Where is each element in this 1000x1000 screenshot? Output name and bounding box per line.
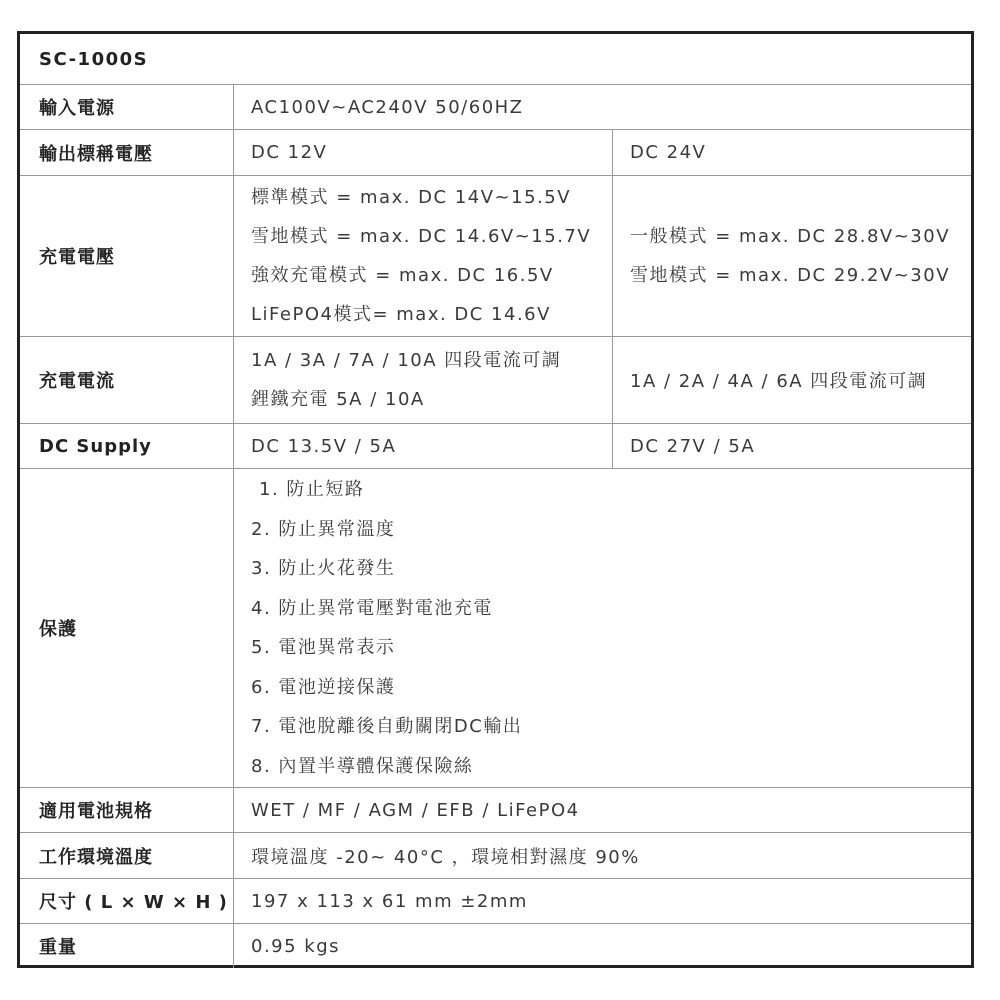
environment-value: 環境溫度 -20~ 40°C ，環境相對濕度 90% <box>234 833 971 879</box>
spec-table <box>17 31 974 968</box>
charge-current-12v <box>234 337 613 424</box>
protection-item: 1. 防止短路 <box>259 479 365 500</box>
charge-voltage-12v-line: 強效充電模式 = max. DC 16.5V <box>251 265 554 286</box>
battery-spec-label: 適用電池規格 <box>20 788 234 833</box>
protection-item: 3. 防止火花發生 <box>251 558 396 579</box>
dimensions-label: 尺寸 ( L × W × H ) <box>20 879 234 924</box>
protection-item: 6. 電池逆接保護 <box>251 676 396 698</box>
weight-label: 重量 <box>20 924 234 968</box>
environment-label: 工作環境溫度 <box>20 833 234 879</box>
model-title: SC-1000S <box>20 34 971 85</box>
protection-item: 7. 電池脫離後自動關閉DC輸出 <box>251 716 523 737</box>
charge-current-12v-line: 1A / 3A / 7A / 10A 四段電流可調 <box>251 350 562 371</box>
protection-list <box>234 469 971 788</box>
charge-voltage-12v-line: LiFePO4模式= max. DC 14.6V <box>251 304 551 325</box>
charge-current-label: 充電電流 <box>20 337 234 424</box>
protection-label: 保護 <box>20 469 234 788</box>
output-voltage-24v: DC 24V <box>613 130 971 176</box>
protection-item: 2. 防止異常溫度 <box>251 518 396 540</box>
protection-item: 8. 內置半導體保護保險絲 <box>251 755 474 777</box>
charge-current-24v: 1A / 2A / 4A / 6A 四段電流可調 <box>613 337 971 424</box>
charge-voltage-24v-line: 雪地模式 = max. DC 29.2V~30V <box>630 265 951 286</box>
weight-value: 0.95 kgs <box>251 935 341 957</box>
input-power-label: 輸入電源 <box>20 85 234 130</box>
dc-supply-24v: DC 27V / 5A <box>613 424 971 469</box>
charge-current-12v-line: 鋰鐵充電 5A / 10A <box>251 389 425 410</box>
dimensions-value: 197 x 113 x 61 mm ±2mm <box>234 879 971 924</box>
protection-item: 5. 電池異常表示 <box>251 637 396 658</box>
charge-voltage-24v-line: 一般模式 = max. DC 28.8V~30V <box>630 226 951 247</box>
charge-voltage-12v-line: 雪地模式 = max. DC 14.6V~15.7V <box>251 226 592 247</box>
output-voltage-12v: DC 12V <box>234 130 613 176</box>
input-power-value: AC100V~AC240V 50/60HZ <box>234 85 971 130</box>
battery-spec-value: WET / MF / AGM / EFB / LiFePO4 <box>234 788 971 833</box>
charge-voltage-24v <box>613 176 971 337</box>
protection-item: 4. 防止異常電壓對電池充電 <box>251 597 493 619</box>
charge-voltage-label: 充電電壓 <box>20 176 234 337</box>
charge-voltage-12v-line: 標準模式 = max. DC 14V~15.5V <box>251 187 572 208</box>
dc-supply-12v: DC 13.5V / 5A <box>234 424 613 469</box>
dc-supply-label: DC Supply <box>20 424 234 469</box>
charge-voltage-12v <box>234 176 613 337</box>
output-voltage-label: 輸出標稱電壓 <box>20 130 234 176</box>
